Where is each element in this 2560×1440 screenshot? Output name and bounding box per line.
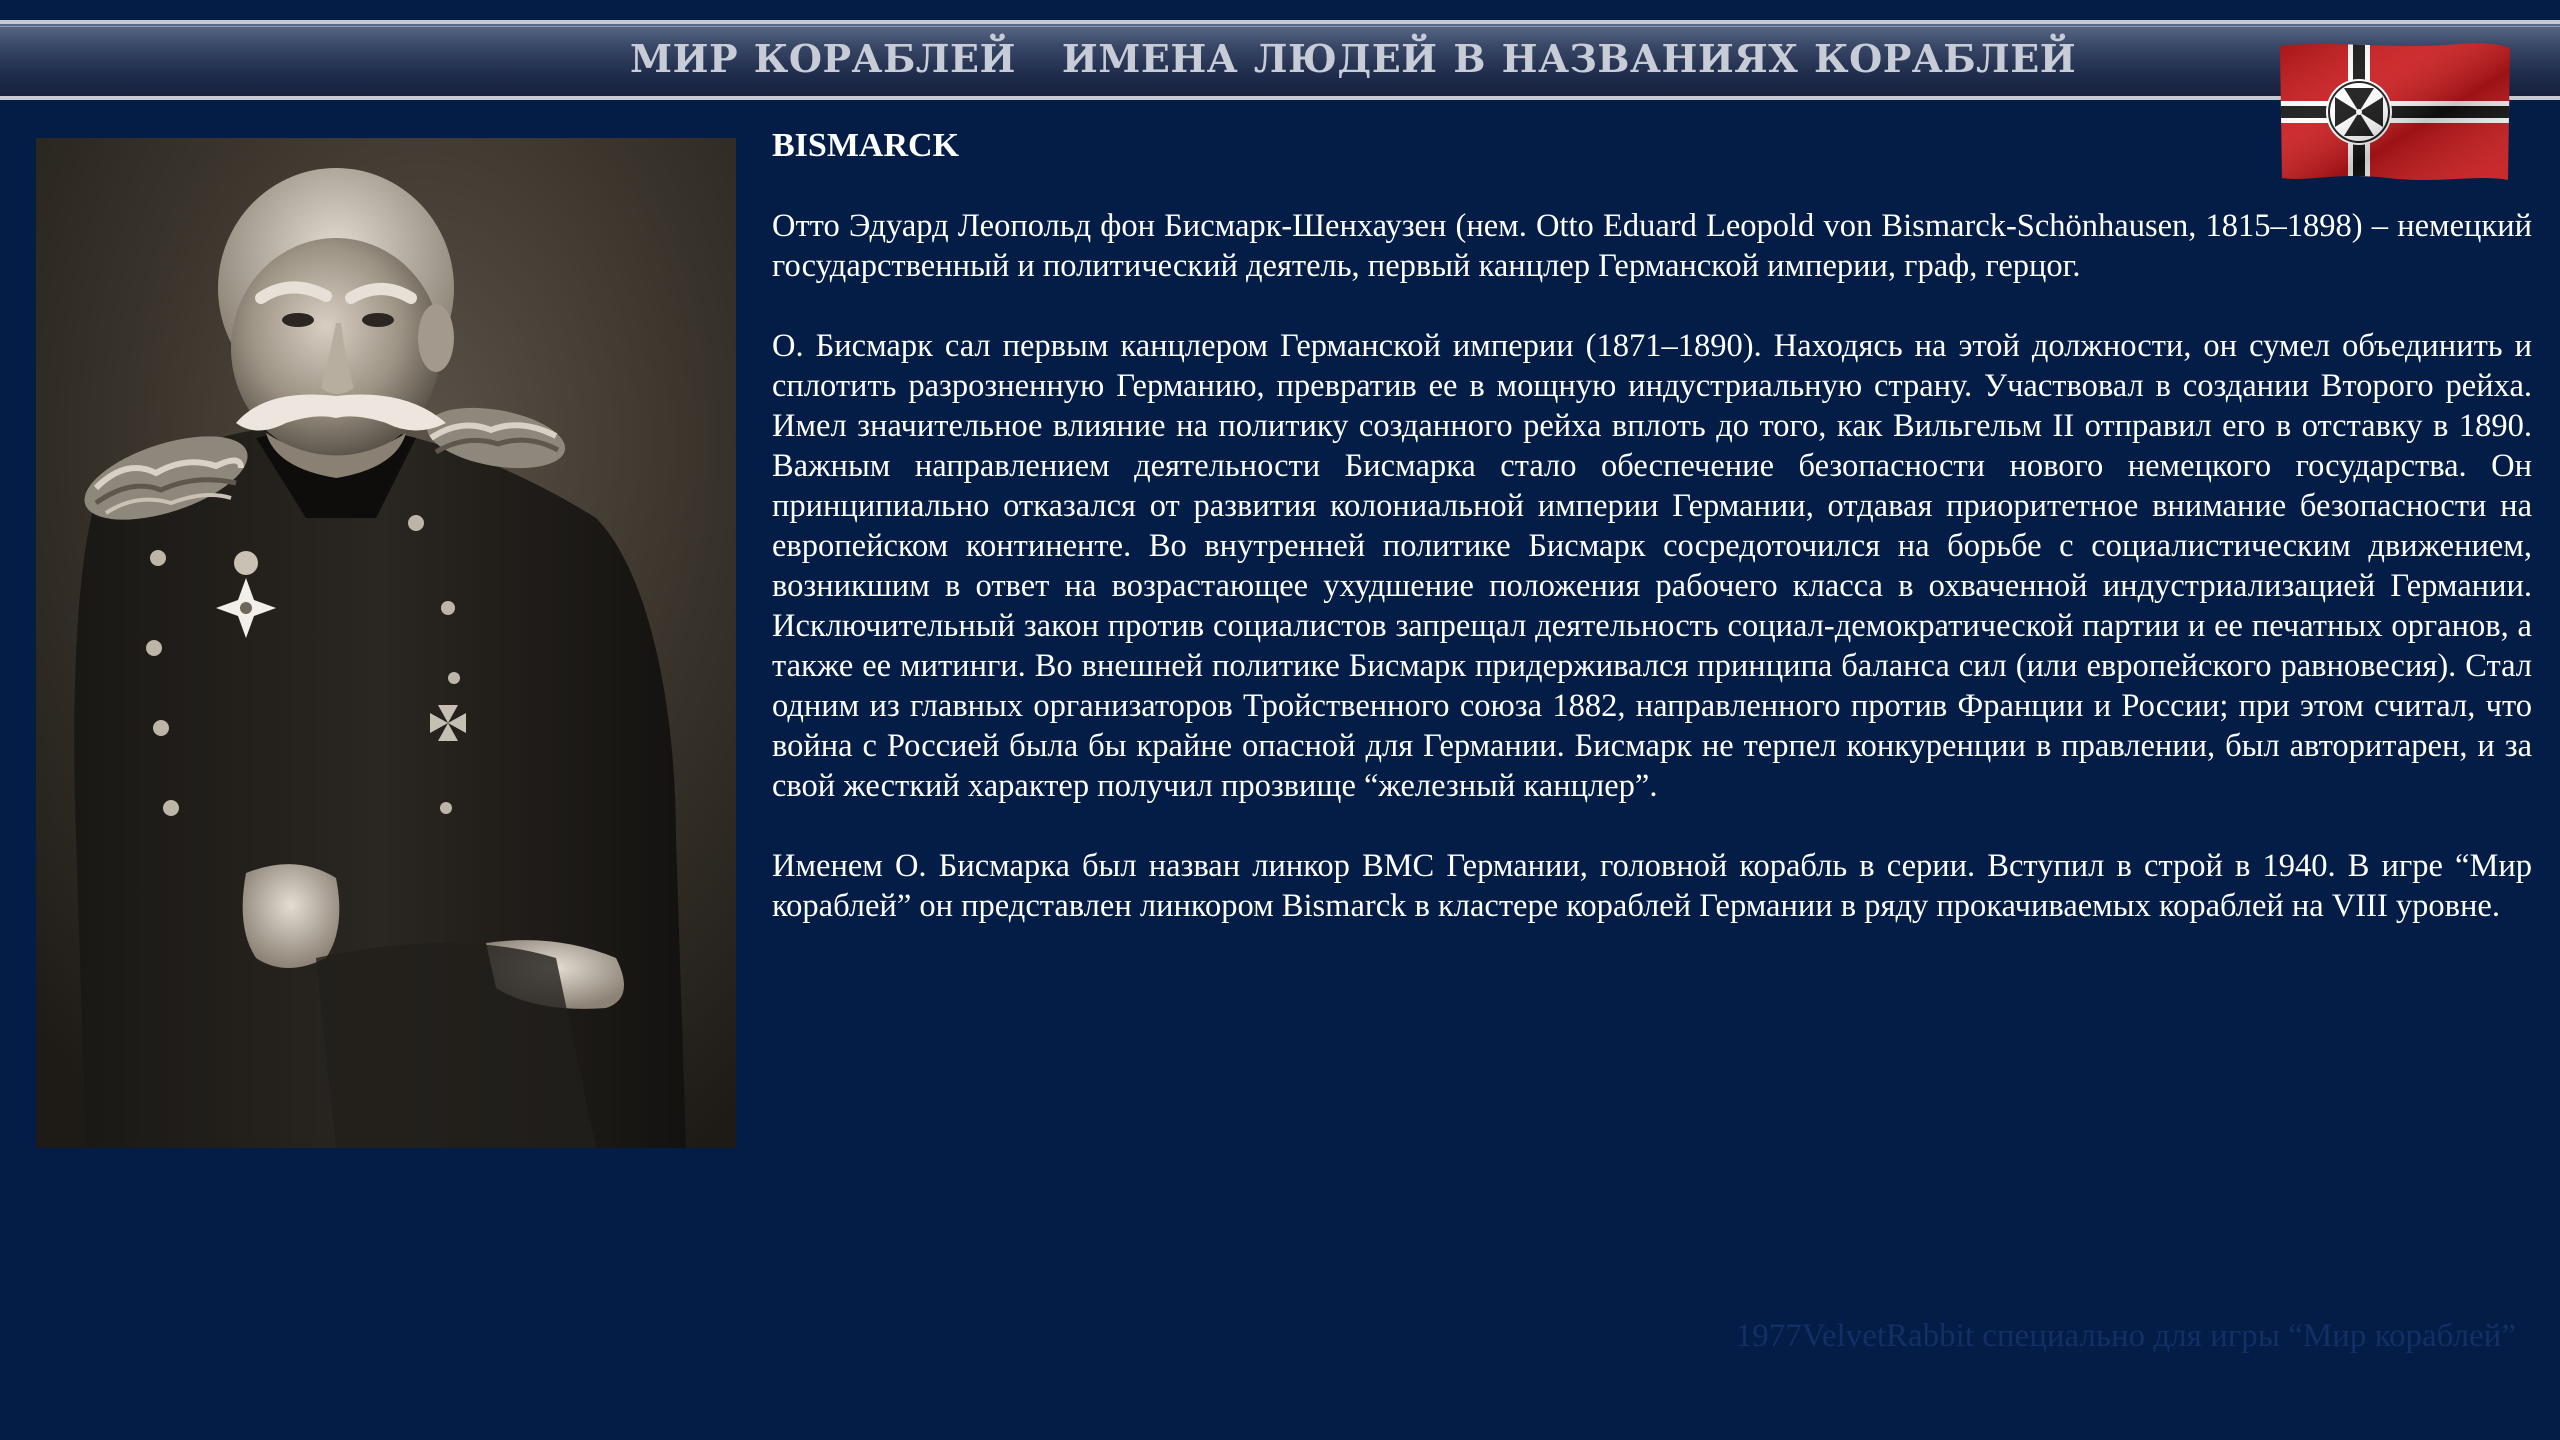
ship-title: BISMARCK xyxy=(772,127,960,164)
article-paragraph-biography: О. Бисмарк сал первым канцлером Германской империи (1871–1890). Находясь на этой должности, он сумел объединить и сплотить разрозненную Германию, превратив ее в мощную индустриальную страну. Участвовал в создании Второго рейха. Имел значительное влияние на политику созданного рейха вплоть до того, как Вильгельм II отправил его в отставку в 1890. Важным направлением деятельности Бисмарка стало обеспечение безопасности нового немецкого государства. Он принципиально отказался от развития колониальной империи Германии, отдавая приоритетное внимание безопасности на европейском континенте. Во внутренней политике Бисмарк сосредоточился на борьбе с социалистическим движением, возникшим в ответ на возрастающее ухудшение положения рабочего класса в охваченной индустриализацией Германии. Исключительный закон против социалистов запрещал деятельность социал-демократической партии и ее печатных органов, а также ее митинги. Во внешней политике Бисмарк придерживался принципа баланса сил (или европейского равновесия). Стал одним из главных организаторов Тройственного союза 1882, направленного против Франции и России; при этом считал, что война с Россией была бы крайне опасной для Германии. Бисмарк не терпел конкуренции в правлении, был авторитарен, и за свой жесткий характер получил прозвище “железный канцлер”. xyxy=(772,328,2532,804)
author-credit: 1977VelvetRabbit специально для игры “Мир кораблей” xyxy=(1735,1318,2516,1354)
otto-von-bismarck-portrait xyxy=(36,138,736,1148)
article-paragraph-ship: Именем О. Бисмарка был назван линкор ВМС Германии, головной корабль в серии. Вступил в строй в 1940. В игре “Мир кораблей” он представлен линкором Bismarck в кластере кораблей Германии в ряду прокачиваемых кораблей на VIII уровне. xyxy=(772,848,2532,924)
article-paragraph-intro: Отто Эдуард Леопольд фон Бисмарк-Шенхаузен (нем. Otto Eduard Leopold von Bismarck-Schönhausen, 1815–1898) – немецкий государственный и политический деятель, первый канцлер Германской империи, граф, герцог. xyxy=(772,208,2532,284)
header-right-title: ИМЕНА ЛЮДЕЙ В НАЗВАНИЯХ КОРАБЛЕЙ xyxy=(1061,36,2077,81)
header-left-title: МИР КОРАБЛЕЙ xyxy=(630,36,1016,81)
header-bar xyxy=(0,20,2560,100)
article xyxy=(772,126,2532,966)
left-hand xyxy=(243,864,340,968)
page-title xyxy=(630,36,2076,81)
